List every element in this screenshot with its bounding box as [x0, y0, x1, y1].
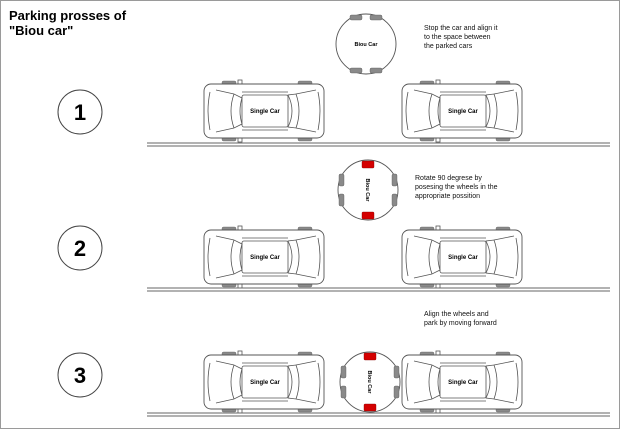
biou-wheel-4: [392, 194, 397, 206]
number-label: 2: [73, 236, 87, 261]
biou-wheel-1: [350, 15, 362, 20]
biou-car: [336, 14, 396, 74]
car-label: Single Car: [448, 255, 478, 261]
step-3-note-line-2: park by moving forward: [424, 320, 497, 327]
curb: [147, 288, 610, 291]
biou-drive-wheel-bottom: [362, 212, 374, 219]
mirror-right: [238, 138, 242, 142]
mirror-right: [238, 409, 242, 413]
step-2-note-line-3: appropriate possition: [415, 193, 480, 200]
biou-wheel-3: [350, 68, 362, 73]
number-label: 1: [73, 100, 87, 125]
number-label: 3: [73, 363, 87, 388]
step-1-note-line-1: Stop the car and align it: [424, 25, 498, 32]
biou-drive-wheel-top: [364, 353, 376, 360]
biou-car: [340, 352, 400, 412]
mirror-right: [436, 284, 440, 288]
step-2-note-line-2: posesing the wheels in the: [415, 184, 498, 191]
biou-wheel-4: [394, 386, 399, 398]
mirror-right: [238, 284, 242, 288]
car-label: Single Car: [250, 109, 280, 115]
biou-car: [338, 160, 398, 220]
biou-label: Biou Car: [354, 42, 378, 48]
step-number-3: [58, 353, 102, 397]
biou-wheel-2: [341, 386, 346, 398]
biou-wheel-2: [370, 15, 382, 20]
step-2-note-line-1: Rotate 90 degrese by: [415, 175, 482, 182]
biou-wheel-1: [341, 366, 346, 378]
parked-car-left: [204, 351, 324, 413]
step-1-note-line-3: the parked cars: [424, 43, 473, 50]
mirror-left: [238, 80, 242, 84]
biou-label: Biou Car: [366, 370, 372, 394]
title-line-2: "Biou car": [9, 23, 74, 38]
parked-car-left: [204, 226, 324, 288]
car-label: Single Car: [448, 380, 478, 386]
step-3-note-line-1: Align the wheels and: [424, 311, 489, 318]
car-label: Single Car: [250, 255, 280, 261]
mirror-left: [436, 80, 440, 84]
biou-label: Biou Car: [364, 178, 370, 202]
step-number-1: [58, 90, 102, 134]
parked-car-left: [204, 80, 324, 142]
biou-wheel-4: [370, 68, 382, 73]
mirror-left: [238, 226, 242, 230]
mirror-left: [436, 226, 440, 230]
title-line-1: Parking prosses of: [9, 8, 127, 23]
mirror-left: [238, 351, 242, 355]
biou-wheel-1: [339, 174, 344, 186]
biou-wheel-2: [339, 194, 344, 206]
biou-wheel-3: [394, 366, 399, 378]
parked-car-right: [402, 351, 522, 413]
car-label: Single Car: [448, 109, 478, 115]
curb: [147, 143, 610, 146]
parked-car-right: [402, 80, 522, 142]
car-label: Single Car: [250, 380, 280, 386]
step-number-2: [58, 226, 102, 270]
curb: [147, 413, 610, 416]
step-1-note-line-2: to the space between: [424, 34, 491, 41]
biou-drive-wheel-top: [362, 161, 374, 168]
biou-wheel-3: [392, 174, 397, 186]
mirror-left: [436, 351, 440, 355]
mirror-right: [436, 409, 440, 413]
biou-drive-wheel-bottom: [364, 404, 376, 411]
parked-car-right: [402, 226, 522, 288]
mirror-right: [436, 138, 440, 142]
